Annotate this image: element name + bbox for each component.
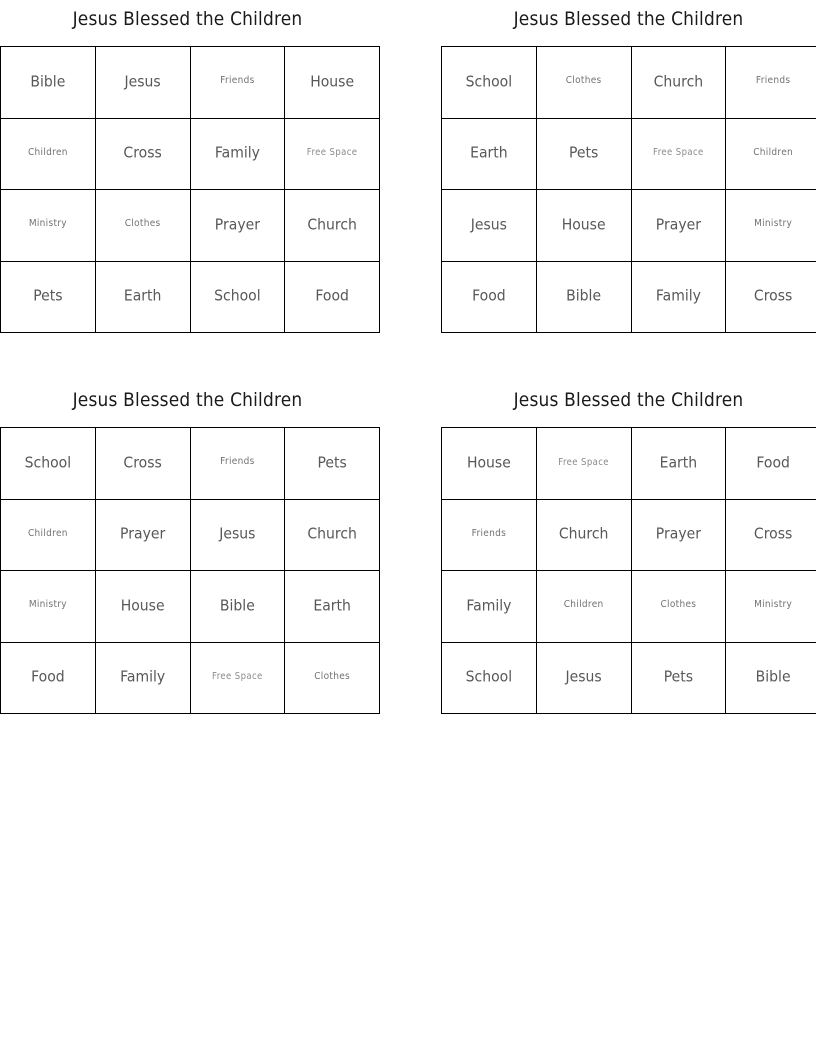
bingo-row bbox=[442, 428, 816, 500]
card-title: Jesus Blessed the Children bbox=[513, 389, 744, 412]
bingo-cell[interactable] bbox=[190, 190, 285, 262]
bingo-cell[interactable] bbox=[190, 118, 285, 190]
bingo-cell-label: Prayer bbox=[655, 215, 701, 234]
bingo-cell-label: Clothes bbox=[124, 218, 161, 230]
bingo-grid[interactable] bbox=[441, 427, 816, 714]
bingo-cell[interactable] bbox=[190, 428, 285, 500]
bingo-grid[interactable] bbox=[0, 46, 380, 333]
bingo-cell-label: Food bbox=[472, 287, 506, 305]
bingo-row bbox=[1, 499, 380, 571]
bingo-cell[interactable] bbox=[95, 118, 190, 190]
bingo-cell-label: Prayer bbox=[655, 525, 701, 543]
bingo-row bbox=[442, 642, 816, 714]
bingo-cell-label: Cross bbox=[123, 144, 162, 162]
bingo-cell[interactable] bbox=[726, 261, 816, 333]
bingo-cell-label: Church bbox=[653, 72, 704, 91]
bingo-cell-label: House bbox=[561, 215, 606, 234]
bingo-cell-free[interactable] bbox=[190, 642, 285, 714]
bingo-cell-free[interactable] bbox=[536, 428, 631, 500]
bingo-cell[interactable] bbox=[726, 190, 816, 262]
bingo-cell-label: Earth bbox=[313, 596, 351, 615]
bingo-cell-label: Jesus bbox=[470, 215, 507, 234]
bingo-cell-label: Friends bbox=[220, 75, 255, 87]
bingo-cell[interactable] bbox=[536, 190, 631, 262]
bingo-cell-label: Children bbox=[27, 528, 68, 540]
bingo-grid-body bbox=[1, 47, 380, 333]
bingo-cell-label: Food bbox=[756, 453, 790, 472]
bingo-cell-label: Friends bbox=[471, 528, 507, 540]
bingo-grid-body bbox=[442, 428, 816, 714]
bingo-cell-label: School bbox=[24, 453, 72, 472]
bingo-cell-label: Free Space bbox=[558, 457, 609, 469]
bingo-cell-label: Church bbox=[307, 215, 357, 234]
bingo-cell-label: House bbox=[310, 72, 355, 91]
bingo-cell-label: Family bbox=[214, 144, 260, 162]
bingo-cell-label: Friends bbox=[220, 456, 255, 468]
bingo-cell[interactable] bbox=[631, 47, 726, 119]
bingo-grid-body bbox=[1, 428, 380, 714]
bingo-cell[interactable] bbox=[442, 428, 537, 500]
bingo-cell[interactable] bbox=[442, 261, 537, 333]
bingo-cell[interactable] bbox=[190, 47, 285, 119]
bingo-cell-label: Clothes bbox=[565, 75, 602, 87]
bingo-cell[interactable] bbox=[726, 642, 816, 714]
bingo-cell[interactable] bbox=[1, 190, 96, 262]
bingo-cell-label: Free Space bbox=[212, 671, 263, 683]
bingo-cell-label: Jesus bbox=[219, 525, 256, 543]
bingo-cell[interactable] bbox=[631, 428, 726, 500]
bingo-cell-label: Free Space bbox=[653, 147, 704, 159]
bingo-cell[interactable] bbox=[726, 47, 816, 119]
bingo-row bbox=[442, 261, 816, 333]
bingo-grid[interactable] bbox=[441, 46, 816, 333]
bingo-cell[interactable] bbox=[95, 190, 190, 262]
bingo-cell[interactable] bbox=[631, 571, 726, 643]
bingo-cell[interactable] bbox=[536, 571, 631, 643]
bingo-card-2 bbox=[441, 8, 816, 333]
bingo-cell[interactable] bbox=[95, 261, 190, 333]
bingo-cell[interactable] bbox=[726, 428, 816, 500]
card-title: Jesus Blessed the Children bbox=[513, 8, 744, 31]
bingo-cell[interactable] bbox=[190, 571, 285, 643]
bingo-cell-label: Family bbox=[655, 287, 701, 305]
bingo-cell[interactable] bbox=[442, 571, 537, 643]
bingo-cell-label: Jesus bbox=[124, 72, 161, 91]
bingo-cell-label: Pets bbox=[663, 668, 694, 686]
bingo-cell-label: Prayer bbox=[214, 215, 260, 234]
bingo-cell[interactable] bbox=[631, 261, 726, 333]
bingo-cell[interactable] bbox=[95, 642, 190, 714]
bingo-cell-label: Children bbox=[27, 147, 68, 159]
bingo-row bbox=[1, 118, 380, 190]
bingo-cell-label: House bbox=[120, 596, 165, 615]
bingo-cell[interactable] bbox=[442, 499, 537, 571]
bingo-cell[interactable] bbox=[95, 47, 190, 119]
bingo-cell[interactable] bbox=[1, 428, 96, 500]
bingo-cell-label: Ministry bbox=[754, 599, 793, 611]
bingo-cell-label: Cross bbox=[753, 287, 793, 305]
bingo-row bbox=[1, 428, 380, 500]
bingo-cell[interactable] bbox=[95, 428, 190, 500]
bingo-cell-label: Bible bbox=[566, 287, 602, 305]
bingo-cell[interactable] bbox=[285, 499, 380, 571]
bingo-cell[interactable] bbox=[442, 47, 537, 119]
bingo-cell[interactable] bbox=[285, 571, 380, 643]
bingo-cell[interactable] bbox=[285, 190, 380, 262]
bingo-cell[interactable] bbox=[442, 190, 537, 262]
bingo-cell-label: School bbox=[465, 668, 513, 686]
bingo-cell[interactable] bbox=[190, 499, 285, 571]
bingo-cell-label: Children bbox=[563, 599, 604, 611]
bingo-cell-label: Cross bbox=[753, 525, 793, 543]
bingo-cell-label: Free Space bbox=[306, 147, 358, 159]
bingo-cell[interactable] bbox=[1, 571, 96, 643]
bingo-cell[interactable] bbox=[285, 642, 380, 714]
bingo-cell-label: Clothes bbox=[314, 671, 351, 683]
bingo-cell[interactable] bbox=[285, 428, 380, 500]
bingo-cell-label: House bbox=[466, 453, 511, 472]
bingo-cell[interactable] bbox=[1, 261, 96, 333]
bingo-cell-label: School bbox=[214, 287, 261, 305]
bingo-cell[interactable] bbox=[536, 499, 631, 571]
bingo-grid-body bbox=[442, 47, 816, 333]
bingo-cell-label: Bible bbox=[30, 72, 66, 91]
bingo-cell[interactable] bbox=[285, 261, 380, 333]
bingo-cell-label: Jesus bbox=[565, 668, 602, 686]
bingo-cell-label: Pets bbox=[568, 144, 599, 162]
bingo-cell-label: Bible bbox=[755, 668, 791, 686]
bingo-cell[interactable] bbox=[726, 118, 816, 190]
bingo-cell-label: Prayer bbox=[120, 525, 166, 543]
bingo-card-1 bbox=[0, 8, 375, 333]
bingo-cell[interactable] bbox=[726, 499, 816, 571]
bingo-cell-label: Ministry bbox=[28, 599, 67, 611]
bingo-cell[interactable] bbox=[536, 118, 631, 190]
bingo-row bbox=[1, 190, 380, 262]
bingo-cell[interactable] bbox=[726, 571, 816, 643]
bingo-cell-free[interactable] bbox=[631, 118, 726, 190]
bingo-cell-label: School bbox=[465, 72, 513, 91]
bingo-cell-label: Food bbox=[31, 668, 65, 686]
bingo-row bbox=[442, 499, 816, 571]
bingo-cell[interactable] bbox=[95, 499, 190, 571]
bingo-cell-label: Bible bbox=[219, 596, 255, 615]
bingo-grid[interactable] bbox=[0, 427, 380, 714]
bingo-cell-label: Church bbox=[307, 525, 357, 543]
bingo-cell[interactable] bbox=[536, 47, 631, 119]
bingo-cell-label: Clothes bbox=[660, 599, 697, 611]
bingo-cell-label: Food bbox=[315, 287, 349, 305]
bingo-cell[interactable] bbox=[1, 118, 96, 190]
bingo-cell-label: Church bbox=[558, 525, 609, 543]
bingo-row bbox=[1, 642, 380, 714]
bingo-cell-label: Cross bbox=[123, 453, 162, 472]
bingo-cell[interactable] bbox=[190, 261, 285, 333]
bingo-row bbox=[442, 190, 816, 262]
bingo-cell-label: Family bbox=[120, 668, 166, 686]
bingo-cell-free[interactable] bbox=[285, 118, 380, 190]
card-title: Jesus Blessed the Children bbox=[72, 389, 303, 412]
bingo-cell-label: Earth bbox=[123, 287, 162, 305]
bingo-cell[interactable] bbox=[536, 261, 631, 333]
bingo-cell[interactable] bbox=[631, 642, 726, 714]
bingo-cell[interactable] bbox=[1, 642, 96, 714]
bingo-cell-label: Earth bbox=[470, 144, 508, 162]
bingo-cell-label: Earth bbox=[659, 453, 698, 472]
bingo-cell[interactable] bbox=[442, 118, 537, 190]
bingo-row bbox=[442, 571, 816, 643]
bingo-cell[interactable] bbox=[631, 190, 726, 262]
bingo-row bbox=[442, 47, 816, 119]
bingo-card-4 bbox=[441, 389, 816, 714]
bingo-cell-label: Pets bbox=[317, 453, 347, 472]
bingo-cell[interactable] bbox=[1, 47, 96, 119]
bingo-cell-label: Ministry bbox=[754, 218, 793, 230]
bingo-cell[interactable] bbox=[442, 642, 537, 714]
bingo-cell[interactable] bbox=[631, 499, 726, 571]
bingo-row bbox=[442, 118, 816, 190]
bingo-row bbox=[1, 261, 380, 333]
bingo-cell[interactable] bbox=[285, 47, 380, 119]
card-title: Jesus Blessed the Children bbox=[72, 8, 303, 31]
bingo-card-3 bbox=[0, 389, 375, 714]
bingo-cell-label: Ministry bbox=[28, 218, 67, 230]
bingo-cell-label: Children bbox=[753, 147, 794, 159]
bingo-cell-label: Pets bbox=[33, 287, 63, 305]
bingo-cell-label: Family bbox=[466, 596, 512, 615]
bingo-row bbox=[1, 571, 380, 643]
bingo-cell-label: Friends bbox=[755, 75, 791, 87]
bingo-cell[interactable] bbox=[536, 642, 631, 714]
bingo-cell[interactable] bbox=[95, 571, 190, 643]
bingo-row bbox=[1, 47, 380, 119]
bingo-cell[interactable] bbox=[1, 499, 96, 571]
